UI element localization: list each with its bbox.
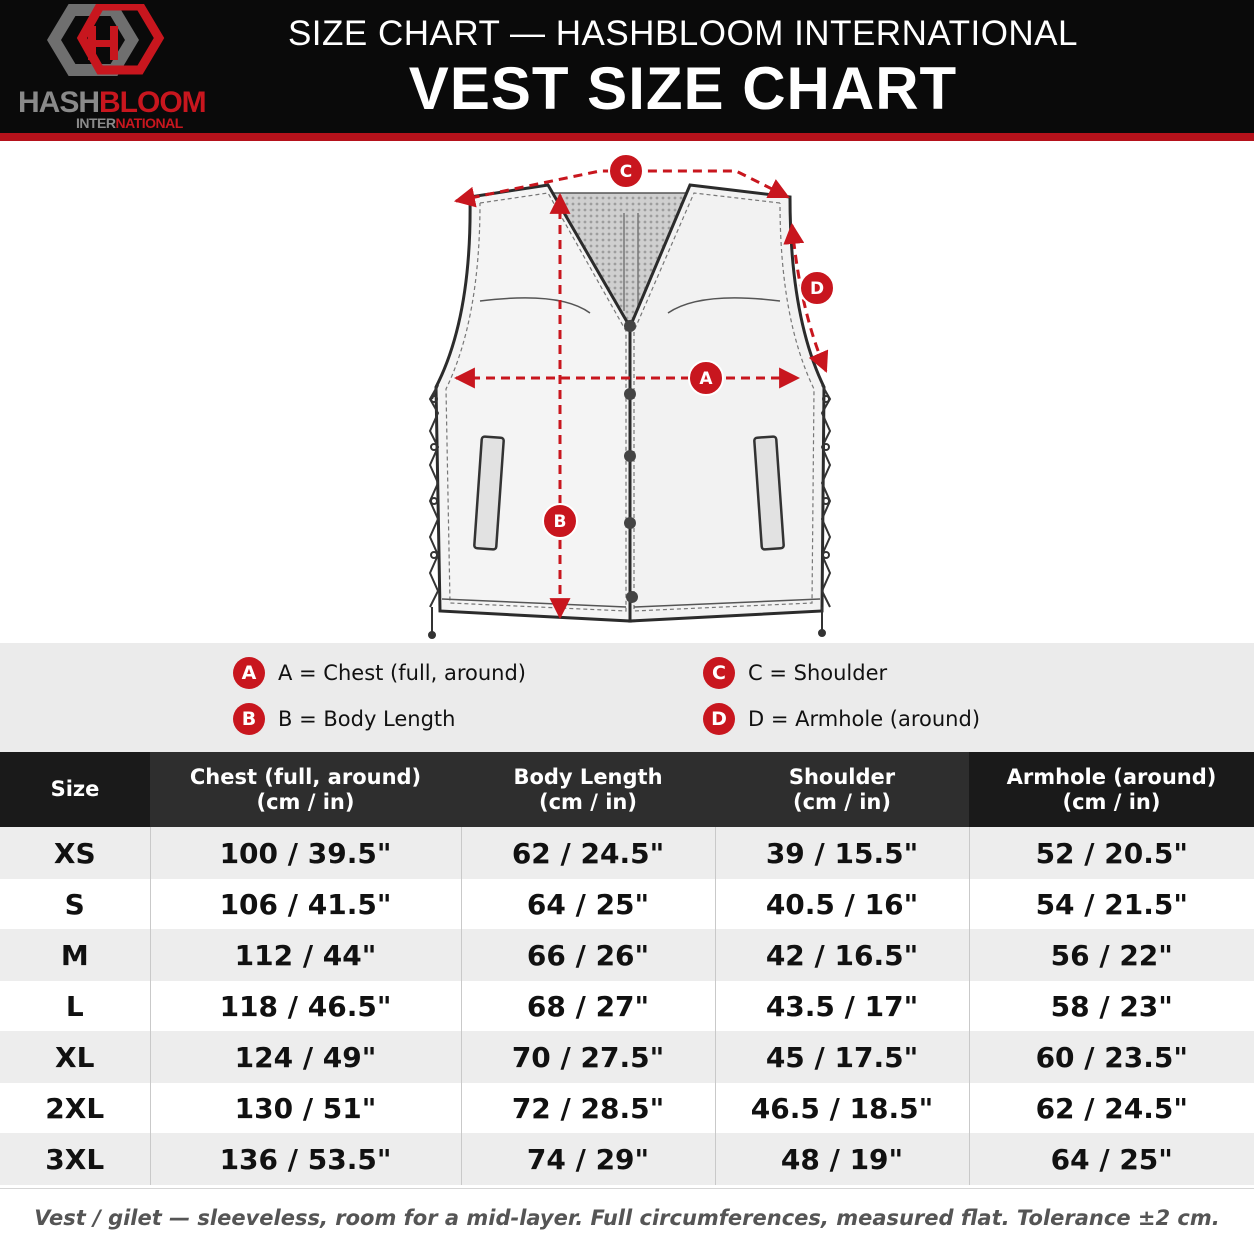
- header-size-label: Size: [50, 777, 100, 801]
- legend-text-d: D = Armhole (around): [748, 707, 981, 731]
- cell-shoulder: 45 / 17.5": [715, 1031, 969, 1083]
- header-body-length: [461, 752, 715, 827]
- vest-diagram: [0, 141, 1254, 643]
- footnote: Vest / gilet — sleeveless, room for a mid-layer. Full circumferences, measured flat. Tolerance ±2 cm.: [34, 1206, 1220, 1230]
- legend-badge-a: A: [233, 657, 265, 689]
- table-row: [0, 879, 1254, 929]
- table-row: [0, 1031, 1254, 1083]
- marker-d: [800, 271, 834, 305]
- header-size: [0, 752, 150, 827]
- table-body: [0, 827, 1254, 1185]
- cell-size: XL: [0, 1031, 150, 1083]
- logo-sub-national: NATIONAL: [115, 115, 183, 131]
- legend-text-a: A = Chest (full, around): [278, 661, 527, 685]
- cell-size: M: [0, 929, 150, 981]
- cell-armhole: 64 / 25": [969, 1133, 1254, 1185]
- header-chest-unit: (cm / in): [256, 789, 355, 814]
- legend-item-b: [233, 702, 455, 736]
- cell-armhole: 52 / 20.5": [969, 827, 1254, 879]
- header-armhole: [969, 752, 1254, 827]
- table-row: [0, 1083, 1254, 1133]
- header-shoulder-unit: (cm / in): [793, 789, 891, 814]
- cell-body-length: 70 / 27.5": [461, 1031, 715, 1083]
- cell-shoulder: 42 / 16.5": [715, 929, 969, 981]
- size-table-wrapper: [0, 752, 1254, 1185]
- cell-chest: 118 / 46.5": [150, 981, 461, 1031]
- page-title: VEST SIZE CHART: [408, 55, 958, 122]
- cell-size: S: [0, 879, 150, 929]
- legend-text-b: B = Body Length: [278, 707, 456, 731]
- cell-shoulder: 40.5 / 16": [715, 879, 969, 929]
- footer: [0, 1188, 1254, 1255]
- logo-sub-inter: INTER: [76, 115, 116, 131]
- header-bar: [0, 0, 1254, 133]
- cell-body-length: 62 / 24.5": [461, 827, 715, 879]
- cell-armhole: 56 / 22": [969, 929, 1254, 981]
- cell-body-length: 68 / 27": [461, 981, 715, 1031]
- logo-subtitle: [76, 116, 183, 130]
- logo-word-bloom: BLOOM: [99, 86, 206, 119]
- legend-badge-b: B: [233, 703, 265, 735]
- cell-size: XS: [0, 827, 150, 879]
- cell-chest: 100 / 39.5": [150, 827, 461, 879]
- legend-item-a: [233, 656, 526, 690]
- cell-armhole: 58 / 23": [969, 981, 1254, 1031]
- cell-body-length: 72 / 28.5": [461, 1083, 715, 1133]
- cell-shoulder: 43.5 / 17": [715, 981, 969, 1031]
- cell-chest: 130 / 51": [150, 1083, 461, 1133]
- size-table: [0, 752, 1254, 1185]
- legend-item-c: [703, 656, 887, 690]
- cell-body-length: 64 / 25": [461, 879, 715, 929]
- header-chest: [150, 752, 461, 827]
- header-armhole-unit: (cm / in): [1062, 789, 1161, 814]
- header-chest-label: Chest (full, around): [189, 764, 422, 789]
- legend-item-d: [703, 702, 980, 736]
- cell-size: 2XL: [0, 1083, 150, 1133]
- marker-a: [689, 361, 723, 395]
- header-shoulder-label: Shoulder: [788, 764, 896, 789]
- header-shoulder: [715, 752, 969, 827]
- legend-badge-c: C: [703, 657, 735, 689]
- marker-c: [609, 154, 643, 188]
- svg-text:B: B: [553, 512, 567, 532]
- cell-size: 3XL: [0, 1133, 150, 1185]
- vest-outline-icon: [0, 141, 1254, 643]
- cell-body-length: 66 / 26": [461, 929, 715, 981]
- cell-chest: 106 / 41.5": [150, 879, 461, 929]
- cell-chest: 112 / 44": [150, 929, 461, 981]
- marker-b: [543, 504, 577, 538]
- hexagon-logo-icon: [14, 4, 200, 94]
- cell-shoulder: 46.5 / 18.5": [715, 1083, 969, 1133]
- header-accent-stripe: [0, 133, 1254, 141]
- cell-chest: 136 / 53.5": [150, 1133, 461, 1185]
- logo-word-hash: HASH: [18, 86, 100, 119]
- svg-text:C: C: [619, 162, 633, 182]
- cell-armhole: 54 / 21.5": [969, 879, 1254, 929]
- cell-chest: 124 / 49": [150, 1031, 461, 1083]
- cell-size: L: [0, 981, 150, 1031]
- logo-wordmark: [18, 88, 206, 118]
- header-body-length-unit: (cm / in): [539, 789, 637, 814]
- cell-shoulder: 48 / 19": [715, 1133, 969, 1185]
- cell-armhole: 62 / 24.5": [969, 1083, 1254, 1133]
- cell-shoulder: 39 / 15.5": [715, 827, 969, 879]
- header-subtitle: SIZE CHART — HASHBLOOM INTERNATIONAL: [287, 14, 1079, 53]
- header-body-length-label: Body Length: [513, 764, 663, 789]
- measurement-legend: [0, 643, 1254, 752]
- table-row: [0, 827, 1254, 879]
- brand-logo: [14, 4, 206, 131]
- cell-armhole: 60 / 23.5": [969, 1031, 1254, 1083]
- table-header-row: [0, 752, 1254, 827]
- legend-text-c: C = Shoulder: [748, 661, 888, 685]
- cell-body-length: 74 / 29": [461, 1133, 715, 1185]
- table-row: [0, 981, 1254, 1031]
- header-armhole-label: Armhole (around): [1006, 764, 1217, 789]
- legend-badge-d: D: [703, 703, 735, 735]
- table-row: [0, 1133, 1254, 1185]
- svg-text:D: D: [809, 279, 825, 299]
- svg-text:A: A: [699, 369, 713, 389]
- table-row: [0, 929, 1254, 981]
